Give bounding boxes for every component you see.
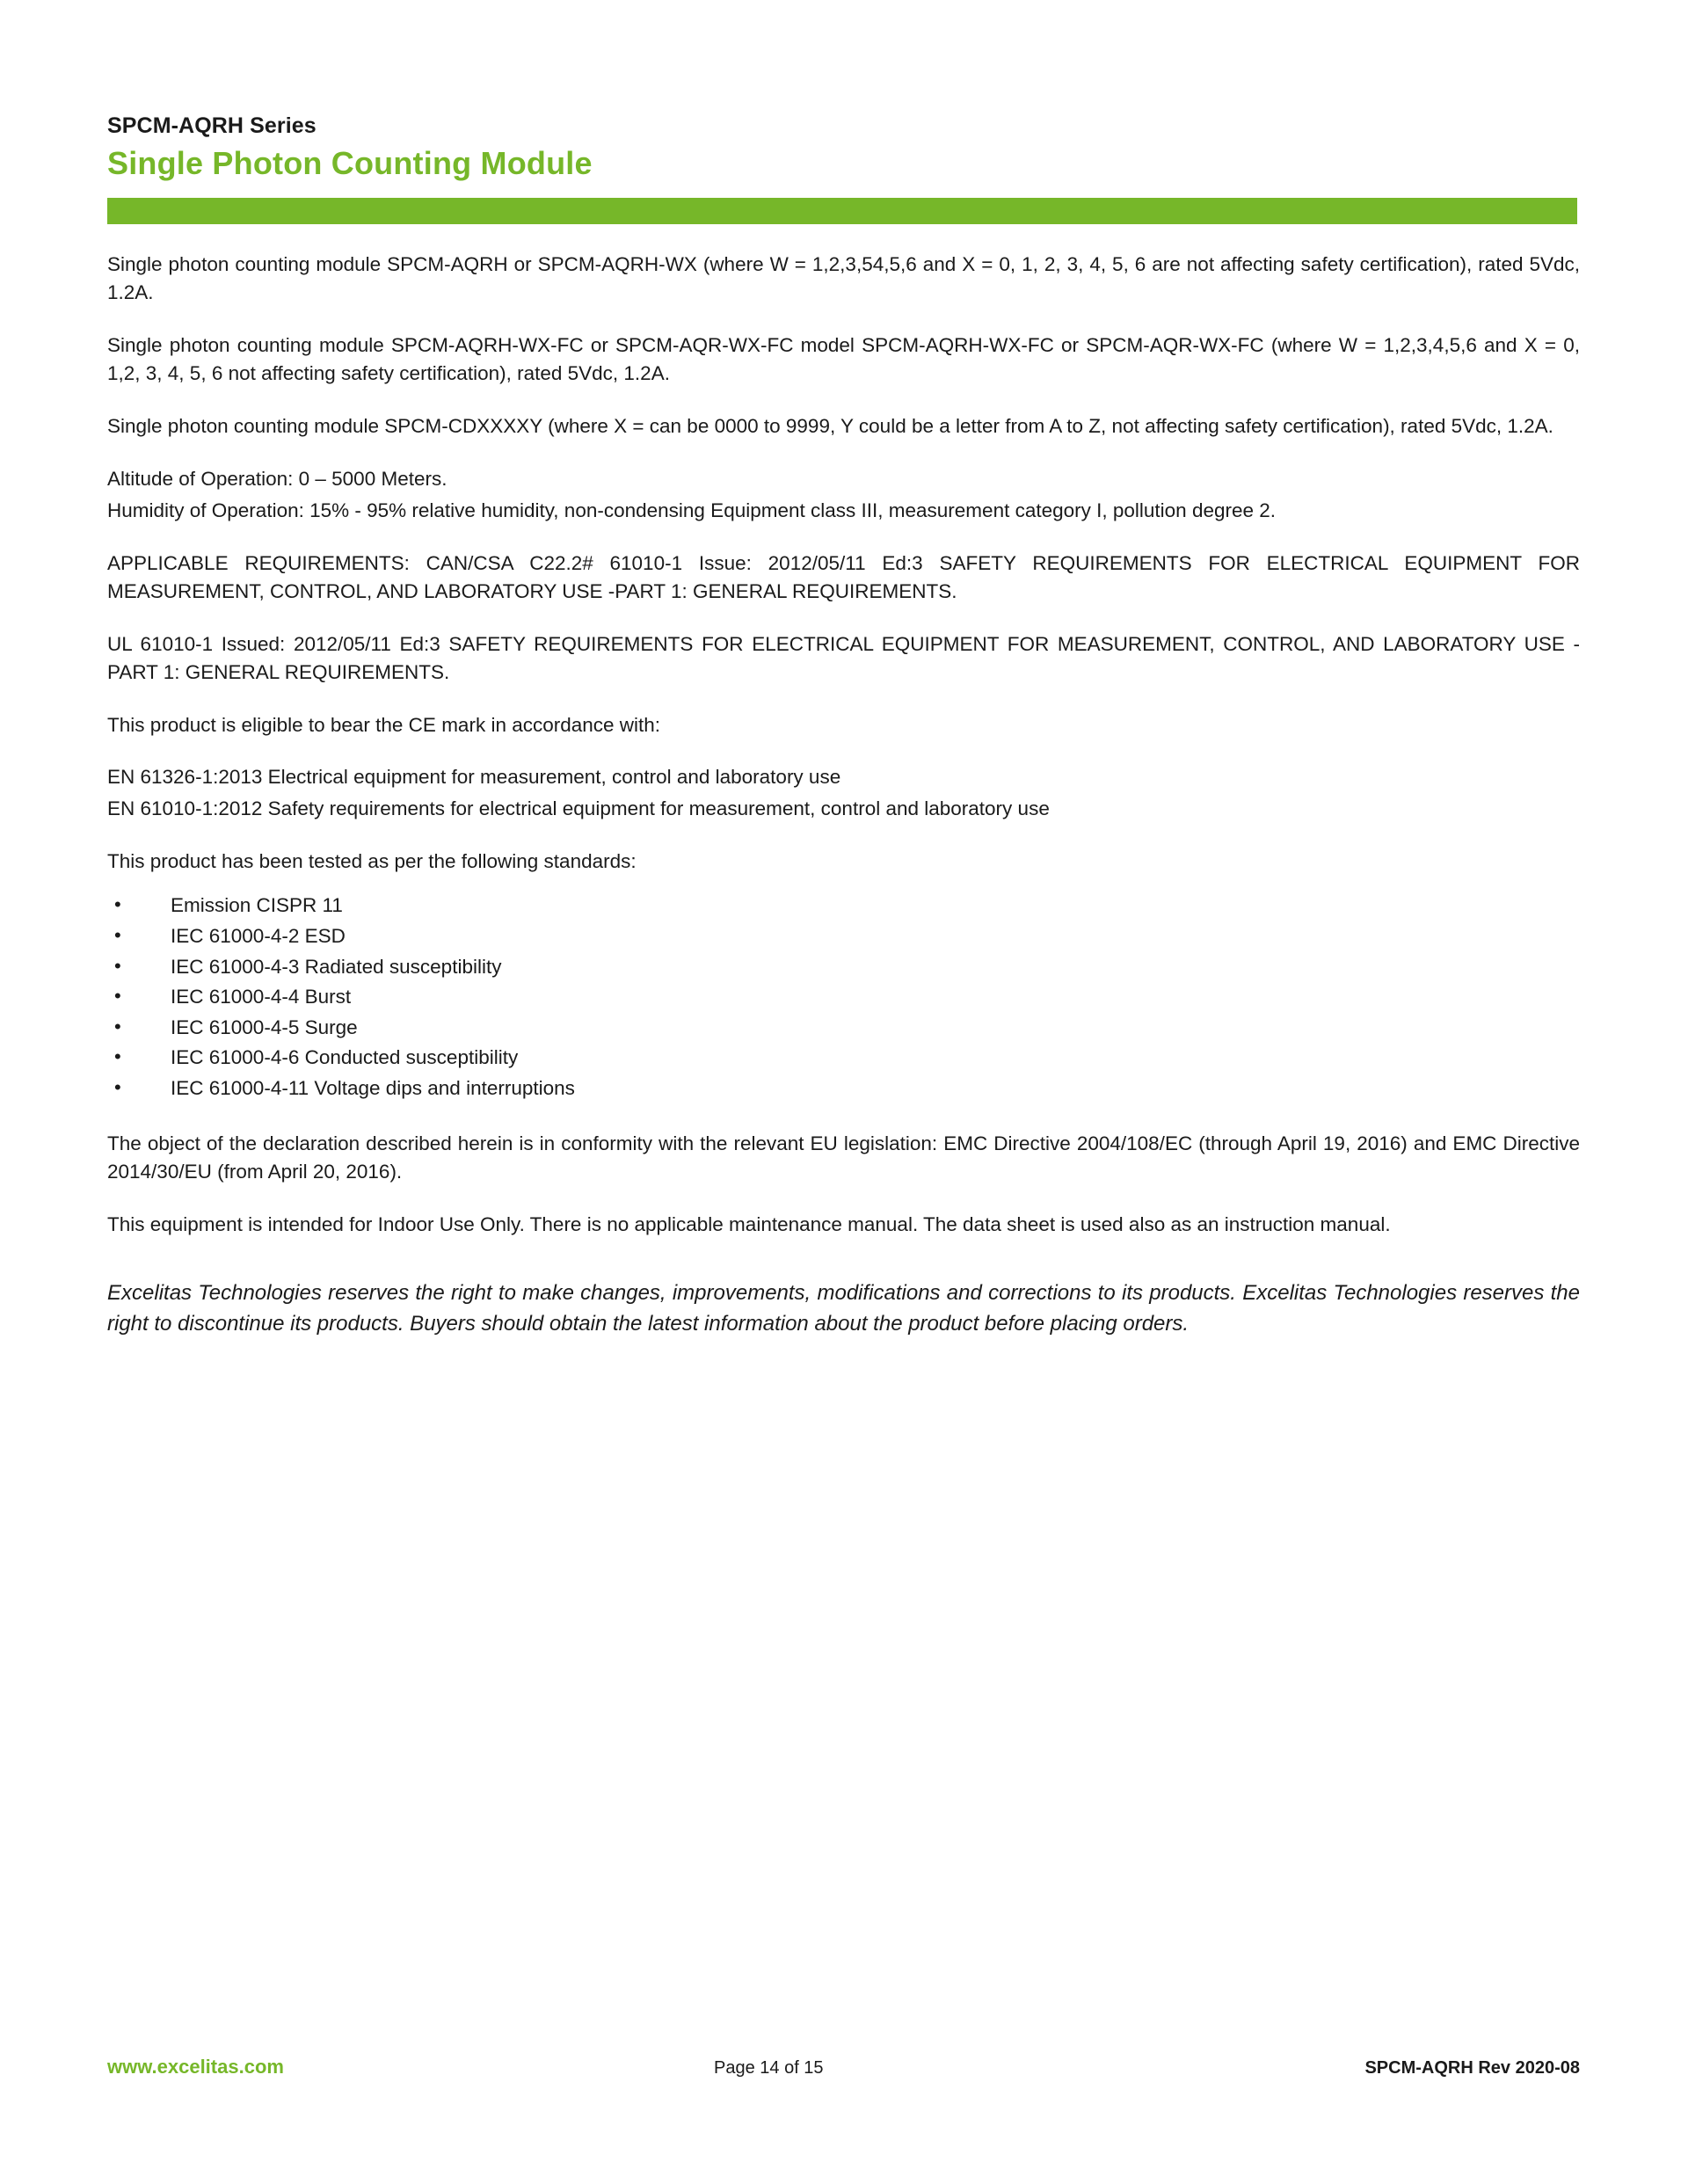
- standards-list: [107, 892, 1580, 1103]
- list-item: • IEC 61000-4-5 Surge: [107, 1014, 1580, 1043]
- paragraph-en-61326: EN 61326-1:2013 Electrical equipment for measurement, control and laboratory use: [107, 766, 841, 789]
- list-item: • IEC 61000-4-4 Burst: [107, 983, 1580, 1012]
- list-item: • IEC 61000-4-2 ESD: [107, 922, 1580, 951]
- paragraph-ce-mark: This product is eligible to bear the CE mark in accordance with:: [107, 713, 661, 736]
- paragraph-applicable-requirements: APPLICABLE REQUIREMENTS: CAN/CSA C22.2# 61010-1 Issue: 2012/05/11 Ed:3 SAFETY REQUIREMENTS FOR ELECTRICAL EQUIPMENT FOR MEASUREMENT, CONTROL, AND LABORATORY USE -PART 1: GENERAL REQUIREMENTS.: [107, 551, 1580, 602]
- paragraph-module-fc: Single photon counting module SPCM-AQRH-WX-FC or SPCM-AQR-WX-FC model SPCM-AQRH-WX-FC or SPCM-AQR-WX-FC (where W = 1,2,3,4,5,6 and X = 0, 1,2, 3, 4, 5, 6 not affecting safety certification), rated 5Vdc, 1.2A.: [107, 334, 1580, 384]
- paragraph-altitude: Altitude of Operation: 0 – 5000 Meters.: [107, 467, 447, 490]
- list-item: • IEC 61000-4-11 Voltage dips and interruptions: [107, 1074, 1580, 1103]
- footer-page-number: Page 14 of 15: [714, 2058, 824, 2078]
- paragraph-indoor-use: This equipment is intended for Indoor Use Only. There is no applicable maintenance manual. The data sheet is used also as an instruction manual.: [107, 1212, 1391, 1235]
- paragraph-humidity: Humidity of Operation: 15% - 95% relative humidity, non-condensing Equipment class III, measurement category I, pollution degree 2.: [107, 499, 1277, 521]
- paragraph-eu-legislation: The object of the declaration described herein is in conformity with the relevant EU legislation: EMC Directive 2004/108/EC (through April 19, 2016) and EMC Directive 2014/30/EU (from April 20, 2016).: [107, 1132, 1580, 1183]
- footer-revision: SPCM-AQRH Rev 2020-08: [1364, 2058, 1580, 2078]
- paragraph-en-61010: EN 61010-1:2012 Safety requirements for electrical equipment for measurement, control and laboratory use: [107, 797, 1050, 820]
- series-title: SPCM-AQRH Series: [107, 113, 316, 138]
- footer-website-link[interactable]: www.excelitas.com: [107, 2056, 284, 2078]
- paragraph-module-cd: Single photon counting module SPCM-CDXXXXY (where X = can be 0000 to 9999, Y could be a letter from A to Z, not affecting safety certification), rated 5Vdc, 1.2A.: [107, 414, 1553, 437]
- paragraph-module-aqrh: Single photon counting module SPCM-AQRH or SPCM-AQRH-WX (where W = 1,2,3,54,5,6 and X = 0, 1, 2, 3, 4, 5, 6 are not affecting safety certification), rated 5Vdc, 1.2A.: [107, 253, 1580, 304]
- paragraph-tested-standards-intro: This product has been tested as per the following standards:: [107, 850, 637, 873]
- legal-disclaimer: Excelitas Technologies reserves the right to make changes, improvements, modifications and corrections to its products. Excelitas Technologies reserves the right to discontinue its products. Buyers should obtain the latest information about the product before placing orders.: [107, 1281, 1580, 1336]
- document-content: [107, 113, 1580, 1340]
- page-title: Single Photon Counting Module: [107, 145, 593, 181]
- list-item: • Emission CISPR 11: [107, 892, 1580, 921]
- page-footer: [107, 2056, 1580, 2078]
- title-divider-bar: [107, 198, 1577, 224]
- paragraph-ul-standard: UL 61010-1 Issued: 2012/05/11 Ed:3 SAFETY REQUIREMENTS FOR ELECTRICAL EQUIPMENT FOR MEASUREMENT, CONTROL, AND LABORATORY USE - PART 1: GENERAL REQUIREMENTS.: [107, 632, 1580, 683]
- list-item: • IEC 61000-4-6 Conducted susceptibility: [107, 1044, 1580, 1073]
- list-item: • IEC 61000-4-3 Radiated susceptibility: [107, 953, 1580, 982]
